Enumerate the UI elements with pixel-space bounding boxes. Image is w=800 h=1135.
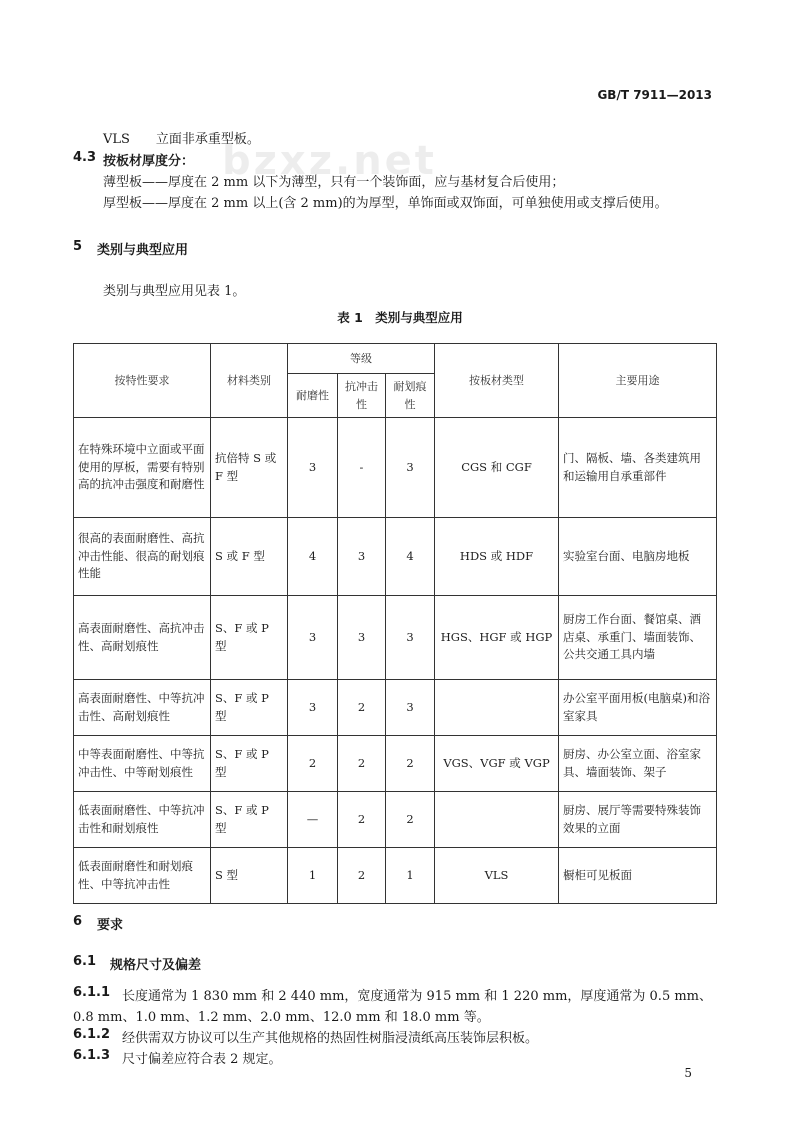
section-6-1-3-text: 尺寸偏差应符合表 2 规定。: [122, 1052, 282, 1067]
section-6-1-number: 6.1: [73, 954, 97, 969]
cell-material: S、F 或 P 型: [211, 596, 288, 680]
cell-requirement: 低表面耐磨性、中等抗冲击性和耐划痕性: [74, 792, 211, 848]
cell-usage: 实验室台面、电脑房地板: [559, 518, 717, 596]
cell-usage: 厨房、办公室立面、浴室家具、墙面装饰、架子: [559, 736, 717, 792]
cell-wear: —: [288, 792, 338, 848]
cell-usage: 办公室平面用板(电脑桌)和浴室家具: [559, 680, 717, 736]
header-usage: 主要用途: [559, 344, 717, 418]
section-6-1-1-number: 6.1.1: [73, 985, 111, 1000]
cell-requirement: 高表面耐磨性、中等抗冲击性、高耐划痕性: [74, 680, 211, 736]
section-6-1-1-text: 长度通常为 1 830 mm 和 2 440 mm，宽度通常为 915 mm 和 1 220 mm，厚度通常为 0.5 mm、: [122, 989, 712, 1004]
section-6-1-2-number: 6.1.2: [73, 1027, 111, 1042]
vls-item: VLS 立面非承重型板。: [103, 132, 260, 147]
cell-scratch: 3: [386, 596, 435, 680]
cell-scratch: 2: [386, 736, 435, 792]
cell-requirement: 在特殊环境中立面或平面使用的厚板，需要有特别高的抗冲击强度和耐磨性: [74, 418, 211, 518]
cell-wear: 3: [288, 680, 338, 736]
cell-impact: 2: [338, 792, 386, 848]
cell-board-type: [435, 680, 559, 736]
cell-material: S 型: [211, 848, 288, 904]
cell-impact: -: [338, 418, 386, 518]
standard-number: GB/T 7911—2013: [597, 88, 712, 102]
cell-scratch: 4: [386, 518, 435, 596]
header-impact: 抗冲击性: [338, 374, 386, 418]
cell-requirement: 高表面耐磨性、高抗冲击性、高耐划痕性: [74, 596, 211, 680]
table-row: [74, 848, 717, 904]
table-row: [74, 418, 717, 518]
cell-impact: 2: [338, 680, 386, 736]
cell-usage: 橱柜可见板面: [559, 848, 717, 904]
section-6-title: 要求: [97, 918, 124, 933]
table-row: [74, 736, 717, 792]
section-5-number: 5: [73, 239, 83, 254]
table-row: [74, 518, 717, 596]
header-grade: 等级: [288, 344, 435, 374]
cell-impact: 2: [338, 736, 386, 792]
cell-material: S、F 或 P 型: [211, 680, 288, 736]
cell-material: 抗倍特 S 或 F 型: [211, 418, 288, 518]
header-wear: 耐磨性: [288, 374, 338, 418]
cell-usage: 门、隔板、墙、各类建筑用和运输用自承重部件: [559, 418, 717, 518]
thick-board-text: 厚型板——厚度在 2 mm 以上(含 2 mm)的为厚型，单饰面或双饰面，可单独使用或支撑后使用。: [103, 196, 668, 211]
cell-impact: 3: [338, 518, 386, 596]
cell-requirement: 低表面耐磨性和耐划痕性、中等抗冲击性: [74, 848, 211, 904]
cell-material: S、F 或 P 型: [211, 736, 288, 792]
table-row: [74, 792, 717, 848]
cell-usage: 厨房工作台面、餐馆桌、酒店桌、承重门、墙面装饰、公共交通工具内墙: [559, 596, 717, 680]
cell-requirement: 中等表面耐磨性、中等抗冲击性、中等耐划痕性: [74, 736, 211, 792]
watermark: bzxz.net: [222, 138, 437, 184]
cell-scratch: 3: [386, 418, 435, 518]
table-row: [74, 680, 717, 736]
cell-scratch: 3: [386, 680, 435, 736]
cell-wear: 2: [288, 736, 338, 792]
page-number: 5: [684, 1066, 692, 1080]
cell-scratch: 2: [386, 792, 435, 848]
thin-board-text: 薄型板——厚度在 2 mm 以下为薄型，只有一个装饰面，应与基材复合后使用；: [103, 175, 565, 190]
cell-impact: 2: [338, 848, 386, 904]
table-1: [73, 343, 717, 904]
cell-wear: 4: [288, 518, 338, 596]
cell-impact: 3: [338, 596, 386, 680]
section-4-3-number: 4.3: [73, 150, 97, 165]
section-4-3-title: 按板材厚度分：: [103, 154, 195, 169]
header-scratch: 耐划痕性: [386, 374, 435, 418]
cell-material: S、F 或 P 型: [211, 792, 288, 848]
cell-wear: 3: [288, 596, 338, 680]
table-row: [74, 596, 717, 680]
section-6-1-3-number: 6.1.3: [73, 1048, 111, 1063]
cell-board-type: CGS 和 CGF: [435, 418, 559, 518]
table-caption: 表 1 类别与典型应用: [337, 310, 463, 325]
cell-usage: 厨房、展厅等需要特殊装饰效果的立面: [559, 792, 717, 848]
cell-board-type: [435, 792, 559, 848]
cell-wear: 3: [288, 418, 338, 518]
cell-board-type: VGS、VGF 或 VGP: [435, 736, 559, 792]
cell-wear: 1: [288, 848, 338, 904]
header-board-type: 按板材类型: [435, 344, 559, 418]
cell-requirement: 很高的表面耐磨性、高抗冲击性能、很高的耐划痕性能: [74, 518, 211, 596]
section-6-1-1-text-cont: 0.8 mm、1.0 mm、1.2 mm、2.0 mm、12.0 mm 和 18.0 mm 等。: [73, 1010, 490, 1025]
section-6-1-2-text: 经供需双方协议可以生产其他规格的热固性树脂浸渍纸高压装饰层积板。: [122, 1031, 539, 1046]
cell-scratch: 1: [386, 848, 435, 904]
section-5-title: 类别与典型应用: [97, 243, 189, 258]
section-5-text: 类别与典型应用见表 1。: [103, 284, 246, 299]
cell-board-type: VLS: [435, 848, 559, 904]
section-6-1-title: 规格尺寸及偏差: [110, 958, 202, 973]
cell-board-type: HDS 或 HDF: [435, 518, 559, 596]
header-material: 材料类别: [211, 344, 288, 418]
cell-material: S 或 F 型: [211, 518, 288, 596]
section-6-number: 6: [73, 914, 83, 929]
cell-board-type: HGS、HGF 或 HGP: [435, 596, 559, 680]
header-requirement: 按特性要求: [74, 344, 211, 418]
